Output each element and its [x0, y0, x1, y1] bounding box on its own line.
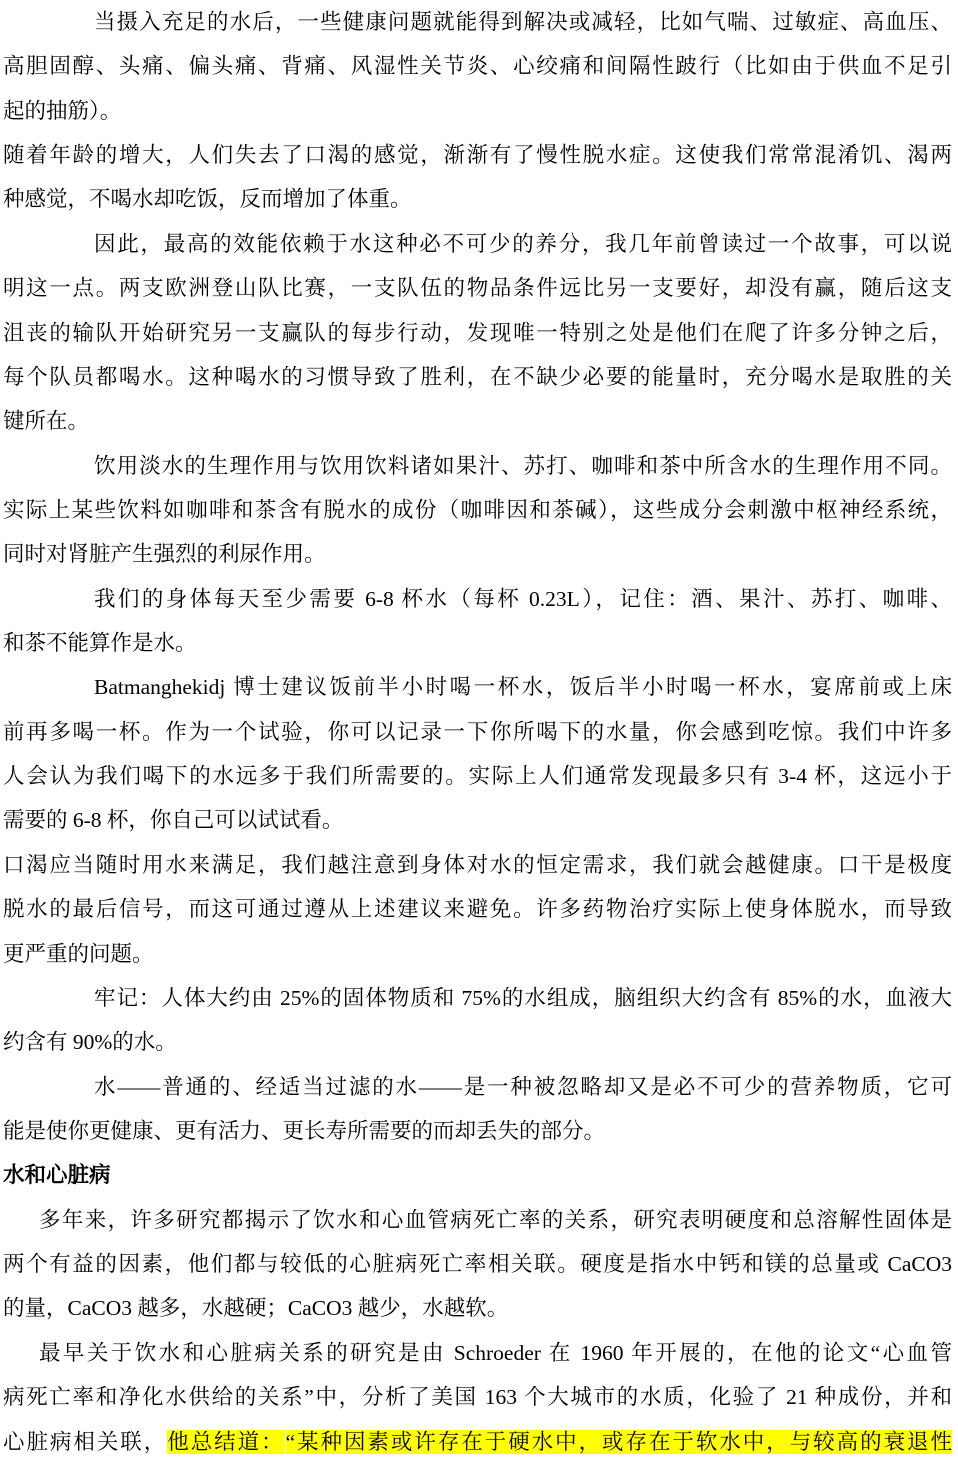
text-line: 高胆固醇、头痛、偏头痛、背痛、风湿性关节炎、心绞痛和间隔性跛行（比如由于供血不足引 — [3, 54, 952, 79]
section-heading: 水和心脏病 — [3, 1163, 111, 1188]
text-line: 当摄入充足的水后，一些健康问题就能得到解决或减轻，比如气喘、过敏症、高血压、 — [94, 10, 952, 34]
paragraph — [3, 976, 952, 1065]
text-line: 每个队员都喝水。这种喝水的习惯导致了胜利，在不缺少必要的能量时，充分喝水是取胜的关 — [3, 364, 952, 389]
text-line: 随着年龄的增大，人们失去了口渴的感觉，渐渐有了慢性脱水症。这使我们常常混淆饥、渴两 — [3, 143, 952, 168]
paragraph — [3, 1065, 952, 1154]
text-line: 种感觉，不喝水却吃饭，反而增加了体重。 — [3, 187, 412, 212]
highlighted-text: 他总结道： — [167, 1429, 285, 1454]
paragraph — [3, 0, 952, 133]
text-line: 脱水的最后信号，而这可通过遵从上述建议来避免。许多药物治疗实际上使身体脱水，而导致 — [3, 897, 952, 922]
text-line: 起的抽筋）。 — [3, 98, 122, 123]
text-line: 水——普通的、经适当过滤的水——是一种被忽略却又是必不可少的营养物质，它可 — [94, 1074, 952, 1099]
paragraph — [3, 133, 952, 222]
text-line: 病死亡率和净化水供给的关系”中，分析了美国 163 个大城市的水质，化验了 21 种成份，并和 — [3, 1385, 952, 1410]
text-line: Batmanghekidj 博士建议饭前半小时喝一杯水，饭后半小时喝一杯水，宴席前或上床 — [94, 675, 952, 700]
text-line: 实际上某些饮料如咖啡和茶含有脱水的成份（咖啡因和茶碱），这些成分会刺激中枢神经系统， — [3, 497, 952, 522]
paragraph — [3, 444, 952, 577]
text-line: 前再多喝一杯。作为一个试验，你可以记录一下你所喝下的水量，你会感到吃惊。我们中许多 — [3, 719, 952, 744]
text-line: 牢记：人体大约由 25%的固体物质和 75%的水组成，脑组织大约含有 85%的水，血液大 — [94, 985, 952, 1010]
text-line: 我们的身体每天至少需要 6-8 杯水（每杯 0.23L），记住：酒、果汁、苏打、咖啡、 — [94, 586, 952, 611]
text-line: 两个有益的因素，他们都与较低的心脏病死亡率相关联。硬度是指水中钙和镁的总量或 CaCO3 — [3, 1252, 952, 1277]
text-line: 更严重的问题。 — [3, 941, 154, 966]
highlighted-text: “某种因素或许存在于硬水中，或存在于软水中，与较高的衰退性 — [285, 1429, 952, 1454]
text-line: 最早关于饮水和心脏病关系的研究是由 Schroeder 在 1960 年开展的，在他的论文“心血管 — [39, 1340, 952, 1365]
text-line: 的量，CaCO3 越多，水越硬；CaCO3 越少，水越软。 — [3, 1296, 509, 1321]
text-line: 键所在。 — [3, 409, 90, 434]
text-line: 多年来，许多研究都揭示了饮水和心血管病死亡率的关系，研究表明硬度和总溶解性固体是 — [39, 1207, 952, 1232]
text-line — [3, 1420, 952, 1464]
text-line: 因此，最高的效能依赖于水这种必不可少的养分，我几年前曾读过一个故事，可以说 — [94, 231, 952, 256]
text-line: 明这一点。两支欧洲登山队比赛，一支队伍的物品条件远比另一支要好，却没有赢，随后这支 — [3, 276, 952, 301]
paragraph — [3, 1153, 952, 1197]
text-line: 人会认为我们喝下的水远多于我们所需要的。实际上人们通常发现最多只有 3-4 杯，这远小于 — [3, 764, 952, 789]
paragraph — [3, 222, 952, 444]
text-line: 同时对肾脏产生强烈的利尿作用。 — [3, 542, 326, 567]
paragraph — [3, 843, 952, 976]
text-line: 需要的 6-8 杯，你自己可以试试看。 — [3, 808, 344, 833]
paragraph — [3, 577, 952, 666]
text-line: 能是使你更健康、更有活力、更长寿所需要的而却丢失的部分。 — [3, 1118, 606, 1143]
text-line: 和茶不能算作是水。 — [3, 631, 197, 656]
paragraph — [3, 665, 952, 842]
text-line: 口渴应当随时用水来满足，我们越注意到身体对水的恒定需求，我们就会越健康。口干是极度 — [3, 852, 952, 877]
plain-text: 心脏病相关联， — [3, 1429, 168, 1454]
text-line: 饮用淡水的生理作用与饮用饮料诸如果汁、苏打、咖啡和茶中所含水的生理作用不同。 — [94, 453, 952, 478]
text-line: 沮丧的输队开始研究另一支赢队的每步行动，发现唯一特别之处是他们在爬了许多分钟之后， — [3, 320, 952, 345]
paragraph — [3, 1331, 952, 1464]
text-line: 约含有 90%的水。 — [3, 1030, 177, 1055]
paragraph — [3, 1198, 952, 1331]
